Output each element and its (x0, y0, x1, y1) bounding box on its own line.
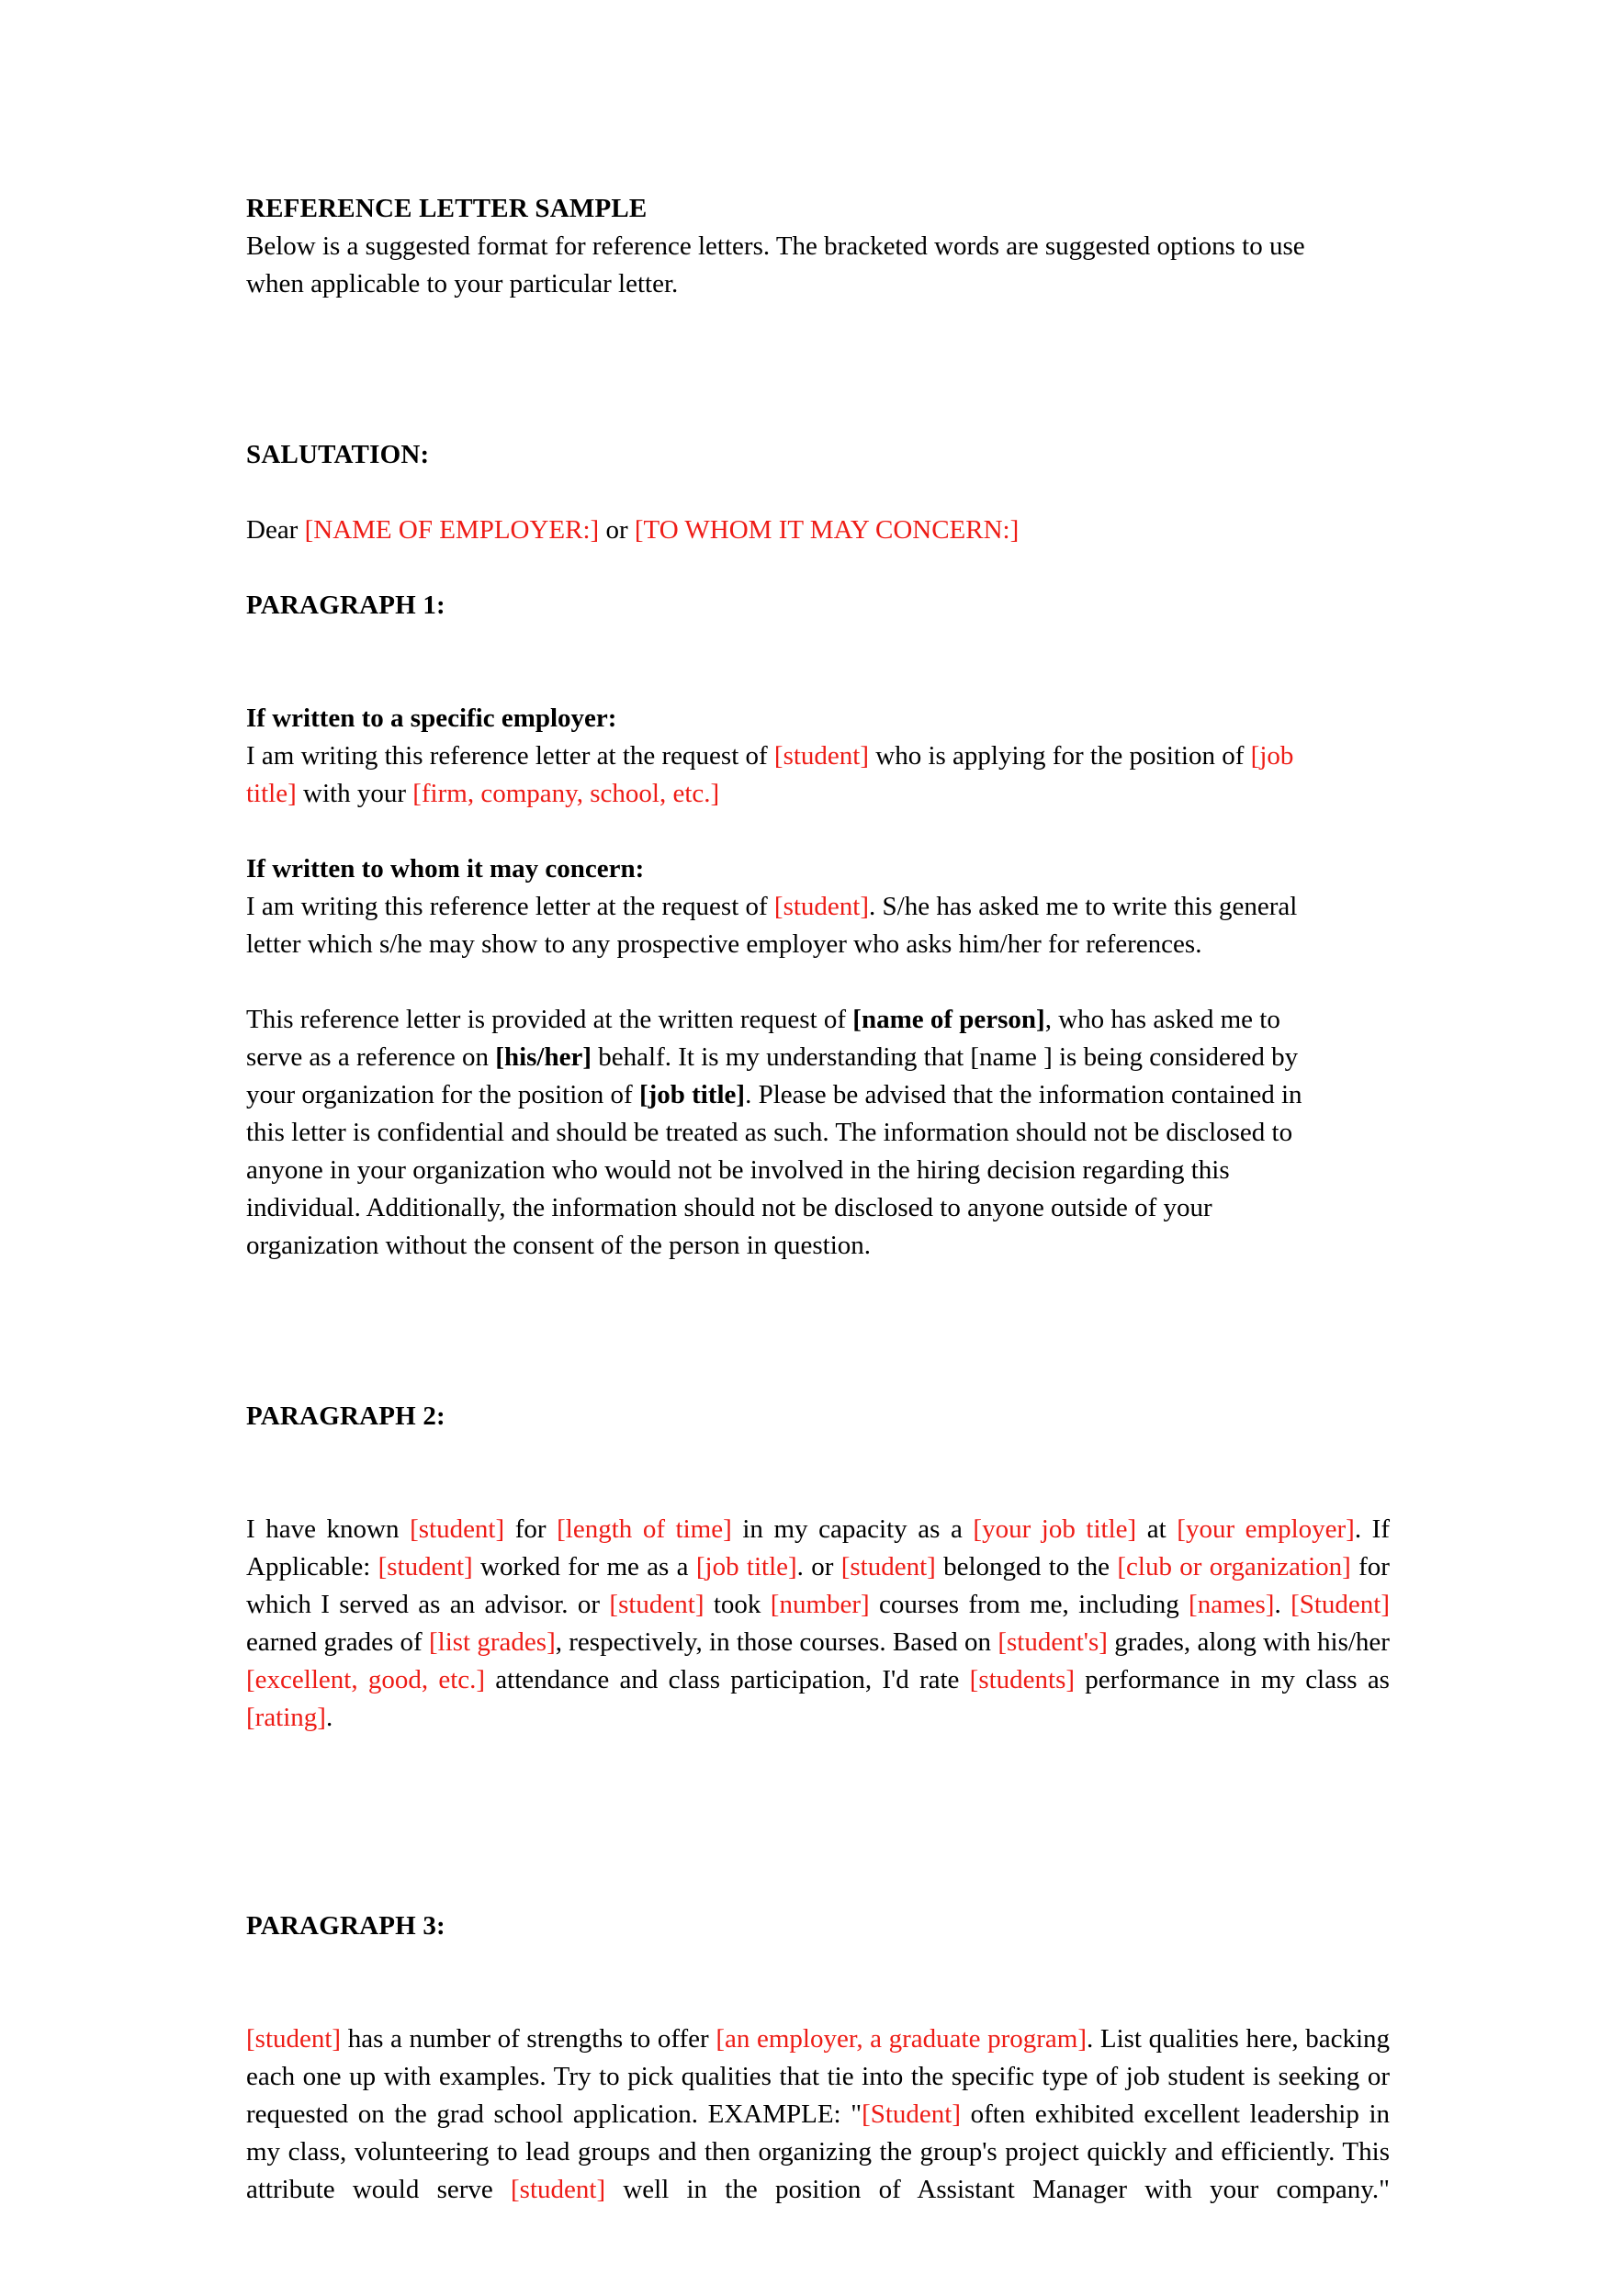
paragraph2-heading: PARAGRAPH 2: (246, 1401, 445, 1431)
subheading-whom-may-concern: If written to whom it may concern: (246, 854, 645, 884)
paragraph3-heading: PARAGRAPH 3: (246, 1911, 445, 1941)
document-content (246, 190, 1390, 2246)
text-segment: took (704, 1590, 771, 1619)
text-segment: , respectively, in those courses. Based on (555, 1627, 998, 1657)
text-segment: . S/he has asked me to write this general letter which s/he may show to any prospective employer who asks him/her for references. (246, 892, 1298, 959)
text-segment: worked for me as a (472, 1552, 696, 1581)
placeholder-length-of-time: [length of time] (557, 1514, 732, 1544)
text-segment: with your (296, 779, 413, 808)
text-segment: This reference letter is provided at the written request of (246, 1005, 853, 1034)
text-segment: . If Applicable: (246, 1514, 1390, 1581)
placeholder-student: [student] (378, 1552, 473, 1581)
spacer (246, 303, 1390, 436)
text-segment: at (1136, 1514, 1178, 1544)
placeholder-number: [number] (770, 1590, 870, 1619)
text-segment: , who has asked me to serve as a reference on (246, 1005, 1280, 1072)
spacer (246, 963, 1390, 1001)
placeholder-student: [student] (410, 1514, 505, 1544)
placeholder-list-grades: [list grades] (428, 1627, 556, 1657)
text-segment: . List qualities here, backing each one up with examples. Try to pick qualities that tie into the specific type of job student is seeking or requested on the grad school application. EXAMPLE: " (246, 2024, 1391, 2129)
text-segment: behalf. It is my understanding that [name ] is being considered by your organization for the position of (246, 1042, 1299, 1109)
placeholder-student: [student] (609, 1590, 704, 1619)
text-segment: attendance and class participation, I'd rate (485, 1665, 970, 1694)
text-segment: . or (796, 1552, 841, 1581)
paragraph2-body (246, 1511, 1390, 1774)
placeholder-student: [student] (511, 2175, 606, 2204)
text-segment: for which I served as an advisor. or (246, 1552, 1390, 1619)
spacer (246, 625, 1390, 700)
text-segment: for (504, 1514, 558, 1544)
paragraph3-body (246, 2020, 1390, 2246)
placeholder-firm-company-school: [firm, company, school, etc.] (412, 779, 720, 808)
placeholder-student: [student] (773, 741, 870, 771)
text-segment: often exhibited excellent leadership in my class, volunteering to lead groups and then organizing the group's project quickly and efficiently. This attribute would serve (246, 2099, 1391, 2204)
placeholder-student: [student] (773, 892, 870, 921)
text-segment: . Please be advised that the information contained in this letter is confidential and should be treated as such. The information should not be disclosed to anyone in your organization who would not be involved in the hiring decision regarding this individual. Additionally, the information should not be disclosed to anyone outside of your organization without the consent of the person in question. (246, 1080, 1302, 1260)
paragraph1-whom-may-concern-body (246, 888, 1337, 963)
text-segment: well in the position of Assistant Manager with your company." (605, 2175, 1390, 2204)
placeholder-rating: [rating] (246, 1703, 326, 1732)
spacer (246, 1265, 1390, 1398)
placeholder-name-of-employer: [NAME OF EMPLOYER:] (304, 515, 600, 545)
spacer (246, 474, 1390, 512)
placeholder-student-capitalized: [Student] (1291, 1590, 1390, 1619)
placeholder-student: [student] (246, 2024, 342, 2054)
placeholder-your-employer: [your employer] (1177, 1514, 1355, 1544)
placeholder-students: [students] (969, 1665, 1076, 1694)
placeholder-club-or-organization: [club or organization] (1117, 1552, 1351, 1581)
placeholder-employer-grad-program: [an employer, a graduate program] (716, 2024, 1087, 2054)
text-segment: I have known (246, 1514, 411, 1544)
placeholder-students-possessive: [student's] (997, 1627, 1108, 1657)
placeholder-his-her: [his/her] (495, 1042, 592, 1072)
paragraph1-confidentiality-body (246, 1001, 1337, 1265)
placeholder-excellent-good-etc: [excellent, good, etc.] (246, 1665, 486, 1694)
text-segment: has a number of strengths to offer (341, 2024, 716, 2054)
page-title: REFERENCE LETTER SAMPLE (246, 194, 648, 223)
text-segment: earned grades of (246, 1627, 429, 1657)
subheading-specific-employer: If written to a specific employer: (246, 703, 617, 733)
text-segment: performance in my class as (1075, 1665, 1390, 1694)
text-segment: in my capacity as a (731, 1514, 974, 1544)
text-segment: I am writing this reference letter at the request of (246, 892, 774, 921)
intro-paragraph: Below is a suggested format for reference letters. The bracketed words are suggested options to use when applicable to your particular letter. (246, 231, 1305, 298)
placeholder-to-whom-it-may-concern: [TO WHOM IT MAY CONCERN:] (634, 515, 1020, 545)
text-segment: courses from me, including (869, 1590, 1189, 1619)
placeholder-student-capitalized: [Student] (862, 2099, 962, 2129)
spacer (246, 1945, 1390, 2020)
placeholder-names: [names] (1189, 1590, 1275, 1619)
placeholder-name-of-person: [name of person] (852, 1005, 1045, 1034)
spacer (246, 1774, 1390, 1908)
text-segment: who is applying for the position of (869, 741, 1251, 771)
text-segment: I am writing this reference letter at the request of (246, 741, 774, 771)
text-segment: belonged to the (935, 1552, 1118, 1581)
text-segment: . (1274, 1590, 1291, 1619)
placeholder-job-title: [job title] (246, 741, 1294, 808)
placeholder-job-title: [job title] (695, 1552, 797, 1581)
salutation-line (246, 512, 1337, 549)
placeholder-student: [student] (840, 1552, 936, 1581)
spacer (246, 549, 1390, 587)
or-label: or (599, 515, 635, 545)
placeholder-your-job-title: [your job title] (973, 1514, 1137, 1544)
dear-label: Dear (246, 515, 305, 545)
spacer (246, 1435, 1390, 1511)
text-segment: grades, along with his/her (1107, 1627, 1390, 1657)
salutation-heading: SALUTATION: (246, 440, 430, 469)
placeholder-job-title: [job title] (638, 1080, 746, 1109)
spacer (246, 813, 1390, 850)
paragraph1-specific-employer-body (246, 737, 1337, 813)
paragraph1-heading: PARAGRAPH 1: (246, 591, 445, 620)
text-segment: . (325, 1703, 333, 1732)
